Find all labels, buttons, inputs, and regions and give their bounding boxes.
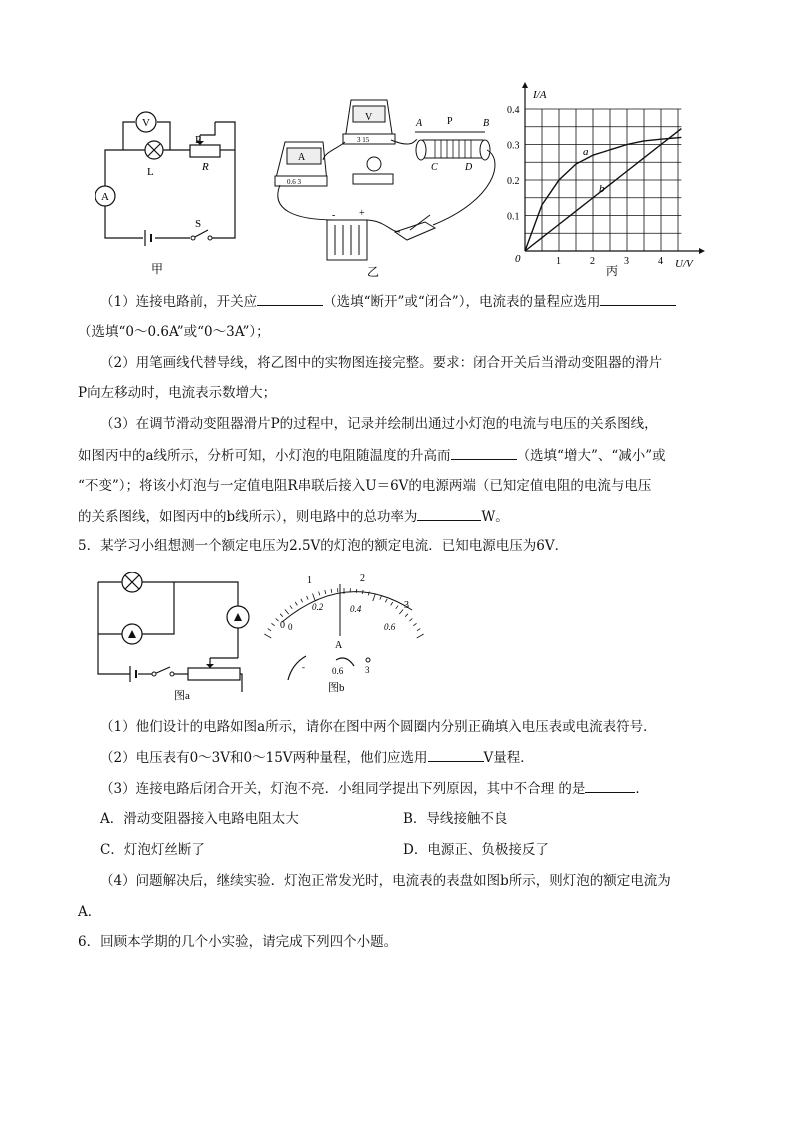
dial-tick [391, 602, 393, 605]
dial-tick [405, 614, 408, 617]
q5-part4-line1: （4）问题解决后，继续实验．灯泡正常发光时，电流表的表盘如图b所示，则灯泡的额定电流为 [100, 873, 671, 889]
q5-stem: 5．某学习小组想测一个额定电压为2.5V的灯泡的额定电流．已知电源电压为6V． [78, 538, 569, 554]
dial-tick [276, 618, 279, 621]
dial-tick [272, 623, 275, 625]
dial-tick [385, 599, 387, 603]
x-tick-label: 4 [658, 256, 663, 267]
lamp-letter: L [147, 166, 154, 178]
dial-tick [285, 610, 289, 615]
q4-part1-line2: （选填“0～0.6A”或“0～3A”）； [78, 324, 270, 340]
dial-tick [417, 634, 424, 638]
q5-part4-line2: A． [78, 904, 102, 920]
circuit-diagram-jia [95, 110, 245, 280]
answer-blank[interactable] [585, 778, 635, 793]
x-axis-label: U/V [675, 258, 693, 270]
q4-part2-line2: P向左移动时，电流表示数增大； [78, 385, 277, 401]
voltmeter-device-letter: V [365, 112, 373, 123]
q5-part2: （2）电压表有0～3V和0～15V两种量程，他们应选用 V量程． [100, 747, 750, 768]
q5-option-d[interactable]: D．电源正、负极接反了 [403, 842, 549, 858]
caption-jia: 甲 [151, 262, 164, 276]
q4-part3-line1: （3）在调节滑动变阻器滑片P的过程中，记录并绘制出通过小灯泡的电流与电压的关系图线， [100, 416, 658, 432]
knife-switch [395, 222, 435, 240]
scale-top-1: 1 [307, 575, 312, 586]
dial-tick [290, 606, 292, 609]
dial-tick [301, 599, 303, 603]
resistor-letter: R [202, 161, 209, 173]
dial-tick [396, 606, 398, 609]
battery-minus: - [332, 210, 336, 221]
q5-option-c[interactable]: C．灯泡灯丝断了 [100, 842, 205, 858]
y-tick-label: 0.2 [507, 176, 520, 187]
switch-letter: S [195, 218, 202, 230]
q5-option-a[interactable]: A．滑动变阻器接入电路电阻太大 [100, 811, 299, 827]
scale-top-3: 3 [404, 600, 409, 611]
origin-label: 0 [515, 253, 521, 265]
curve-label-b: b [599, 183, 605, 195]
y-tick-label: 0.3 [507, 140, 520, 152]
scale-top-0: 0 [280, 620, 285, 631]
dial-tick [325, 590, 326, 594]
apparatus-diagram-yi [265, 90, 510, 280]
terminal-minus: - [302, 662, 305, 672]
rheostat-terminal-p: P [447, 116, 453, 127]
caption-yi: 乙 [367, 265, 380, 279]
ammeter-terminals: 0.6 3 [287, 178, 301, 186]
answer-blank[interactable] [257, 291, 323, 306]
x-tick-label: 2 [590, 256, 595, 267]
dial-tick [409, 618, 412, 621]
ammeter-letter: A [101, 191, 109, 203]
x-tick-label: 3 [624, 256, 629, 267]
caption-bing: 丙 [606, 264, 619, 278]
dial-tick [417, 629, 420, 631]
scale-bottom-3: 0.6 [384, 622, 396, 632]
answer-blank[interactable] [417, 506, 481, 521]
y-tick-label: 0.4 [507, 105, 520, 116]
dial-tick [319, 592, 320, 596]
q5-option-b[interactable]: B．导线接触不良 [403, 811, 508, 827]
scale-bottom-2: 0.4 [350, 604, 362, 614]
circuit-diagram-a [92, 572, 252, 702]
battery-plus: + [359, 208, 365, 219]
dial-tick [356, 589, 357, 593]
dial-tick [413, 623, 416, 625]
voltmeter-terminals: 3 15 [357, 136, 370, 144]
answer-blank[interactable] [428, 747, 484, 762]
rheostat-terminal-b: B [483, 118, 490, 129]
terminal-06: 0.6 [332, 666, 344, 676]
dial-tick [280, 614, 283, 617]
q5-part1: （1）他们设计的电路如图a所示，请你在图中两个圆圈内分别正确填入电压表或电流表符号． [100, 719, 657, 735]
q4-part3-line3: “不变”）；将该小灯泡与一定值电阻R串联后接入U＝6V的电源两端（已知定值电阻的电流与电压 [78, 478, 652, 494]
dial-tick [264, 634, 271, 638]
scale-top-2: 2 [360, 573, 365, 584]
slider-letter: P [195, 134, 202, 146]
q4-part3-line2: 如图丙中的a线所示，分析可知，小灯泡的电阻随温度的升高而 （选填“增大”、“减小”或 [78, 445, 728, 466]
dial-tick [307, 596, 309, 600]
caption-fig-a: 图a [174, 690, 190, 702]
dial-tick [331, 589, 332, 593]
curve-label-a: a [583, 146, 589, 158]
q4-part2-line1: （2）用笔画线代替导线，将乙图中的实物图连接完整。要求：闭合开关后当滑动变阻器的滑片 [100, 355, 663, 371]
dial-tick [399, 610, 403, 615]
x-tick-label: 1 [556, 256, 561, 267]
voltmeter-letter: V [142, 117, 150, 129]
rheostat-terminal-d: D [465, 162, 473, 173]
answer-blank[interactable] [600, 291, 676, 306]
iv-graph-bing [505, 82, 705, 282]
dial-tick [373, 594, 376, 602]
q4-part3-line4: 的关系图线，如图丙中的b线所示），则电路中的总功率为 W。 [78, 506, 728, 527]
y-tick-label: 0.1 [507, 211, 520, 223]
dial-tick [362, 590, 363, 594]
terminal-3: 3 [365, 665, 370, 675]
rheostat-terminal-a: A [416, 118, 423, 129]
y-axis-label: I/A [533, 89, 547, 101]
ammeter-device-letter: A [298, 152, 306, 163]
q6-stem: 6．回顾本学期的几个小实验，请完成下列四个小题。 [78, 934, 398, 950]
dial-tick [268, 629, 271, 631]
ammeter-dial-b [262, 570, 432, 700]
q5-part3: （3）连接电路后闭合开关，灯泡不亮．小组同学提出下列原因，其中不合理 的是 ． [100, 778, 750, 799]
scale-bottom-0: 0 [288, 622, 293, 632]
dial-unit: A [335, 640, 343, 651]
dial-tick [380, 596, 382, 600]
answer-blank[interactable] [451, 445, 517, 460]
caption-fig-b: 图b [328, 682, 345, 694]
q4-part1-line1: （1）连接电路前，开关应 （选填“断开”或“闭合”），电流表的量程应选用 [100, 291, 750, 312]
rheostat-terminal-c: C [431, 162, 438, 173]
dial-tick [313, 594, 316, 602]
battery-device [327, 220, 367, 260]
scale-bottom-1: 0.2 [312, 602, 324, 612]
dial-tick [295, 602, 297, 605]
lamp-holder [353, 174, 393, 184]
